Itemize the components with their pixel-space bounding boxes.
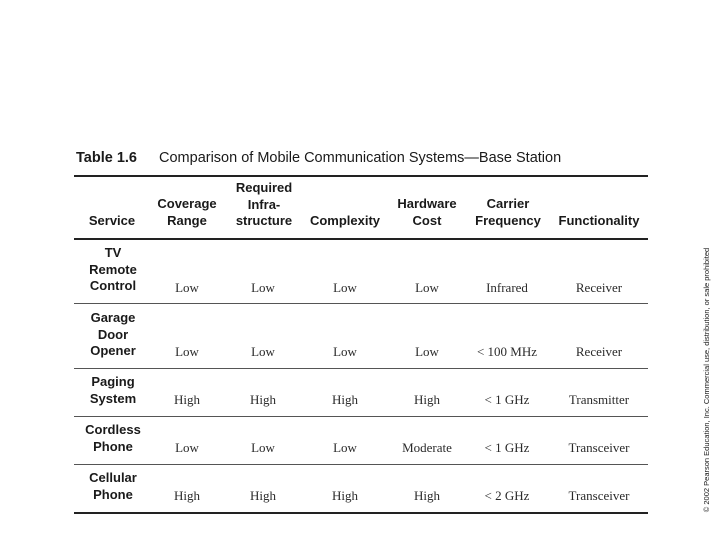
table-cell: High <box>250 392 276 407</box>
table-cell: Moderate <box>402 440 452 455</box>
table-cell: Low <box>333 344 357 359</box>
table-cell: Transceiver <box>568 440 630 455</box>
top-rule <box>74 175 648 177</box>
row-label: Cellular Phone <box>89 470 137 502</box>
table-cell: High <box>414 488 440 503</box>
table-caption <box>76 150 561 166</box>
table-cell: Low <box>175 440 199 455</box>
table-cell: High <box>250 488 276 503</box>
table-cell: Receiver <box>575 280 623 295</box>
table-cell: Transceiver <box>568 488 630 503</box>
table-number: Table 1.6 <box>76 150 137 166</box>
column-header: Service <box>88 213 136 228</box>
row-divider <box>74 303 648 304</box>
row-divider <box>74 368 648 369</box>
table-cell: Transmitter <box>568 392 630 407</box>
table-cell: Low <box>415 280 439 295</box>
table-cell: Low <box>415 344 439 359</box>
row-label: Garage Door Opener <box>90 310 136 358</box>
column-header: Carrier Frequency <box>475 196 541 228</box>
row-label: Cordless Phone <box>85 422 141 454</box>
table-cell: Low <box>251 440 275 455</box>
row-divider <box>74 416 648 417</box>
table-cell: Low <box>333 280 357 295</box>
table-title: Comparison of Mobile Communication Systems—Base Station <box>159 150 562 166</box>
bottom-rule <box>74 512 648 514</box>
table-cell: High <box>332 392 358 407</box>
column-header: Required Infra- structure <box>235 180 293 228</box>
table-cell: < 1 GHz <box>484 392 530 407</box>
column-header: Complexity <box>309 213 381 228</box>
row-label: TV Remote Control <box>89 245 137 293</box>
table-cell: High <box>174 488 200 503</box>
table-cell: Receiver <box>575 344 623 359</box>
table-cell: High <box>414 392 440 407</box>
table-cell: Low <box>175 344 199 359</box>
table-cell: Low <box>251 280 275 295</box>
column-header: Hardware Cost <box>397 196 457 228</box>
table-cell: < 1 GHz <box>484 440 530 455</box>
table-cell: High <box>332 488 358 503</box>
table-cell: High <box>174 392 200 407</box>
column-header: Coverage Range <box>157 196 217 228</box>
table-cell: Low <box>251 344 275 359</box>
row-divider <box>74 464 648 465</box>
table-cell: Low <box>333 440 357 455</box>
row-label: Paging System <box>89 374 137 406</box>
column-header: Functionality <box>558 213 640 228</box>
table-cell: Low <box>175 280 199 295</box>
table-cell: < 100 MHz <box>476 344 538 359</box>
copyright-notice: © 2002 Pearson Education, Inc. Commercial use, distribution, or sale prohibited <box>702 247 711 513</box>
table-cell: < 2 GHz <box>484 488 530 503</box>
header-rule <box>74 238 648 240</box>
table-cell: Infrared <box>486 280 528 295</box>
